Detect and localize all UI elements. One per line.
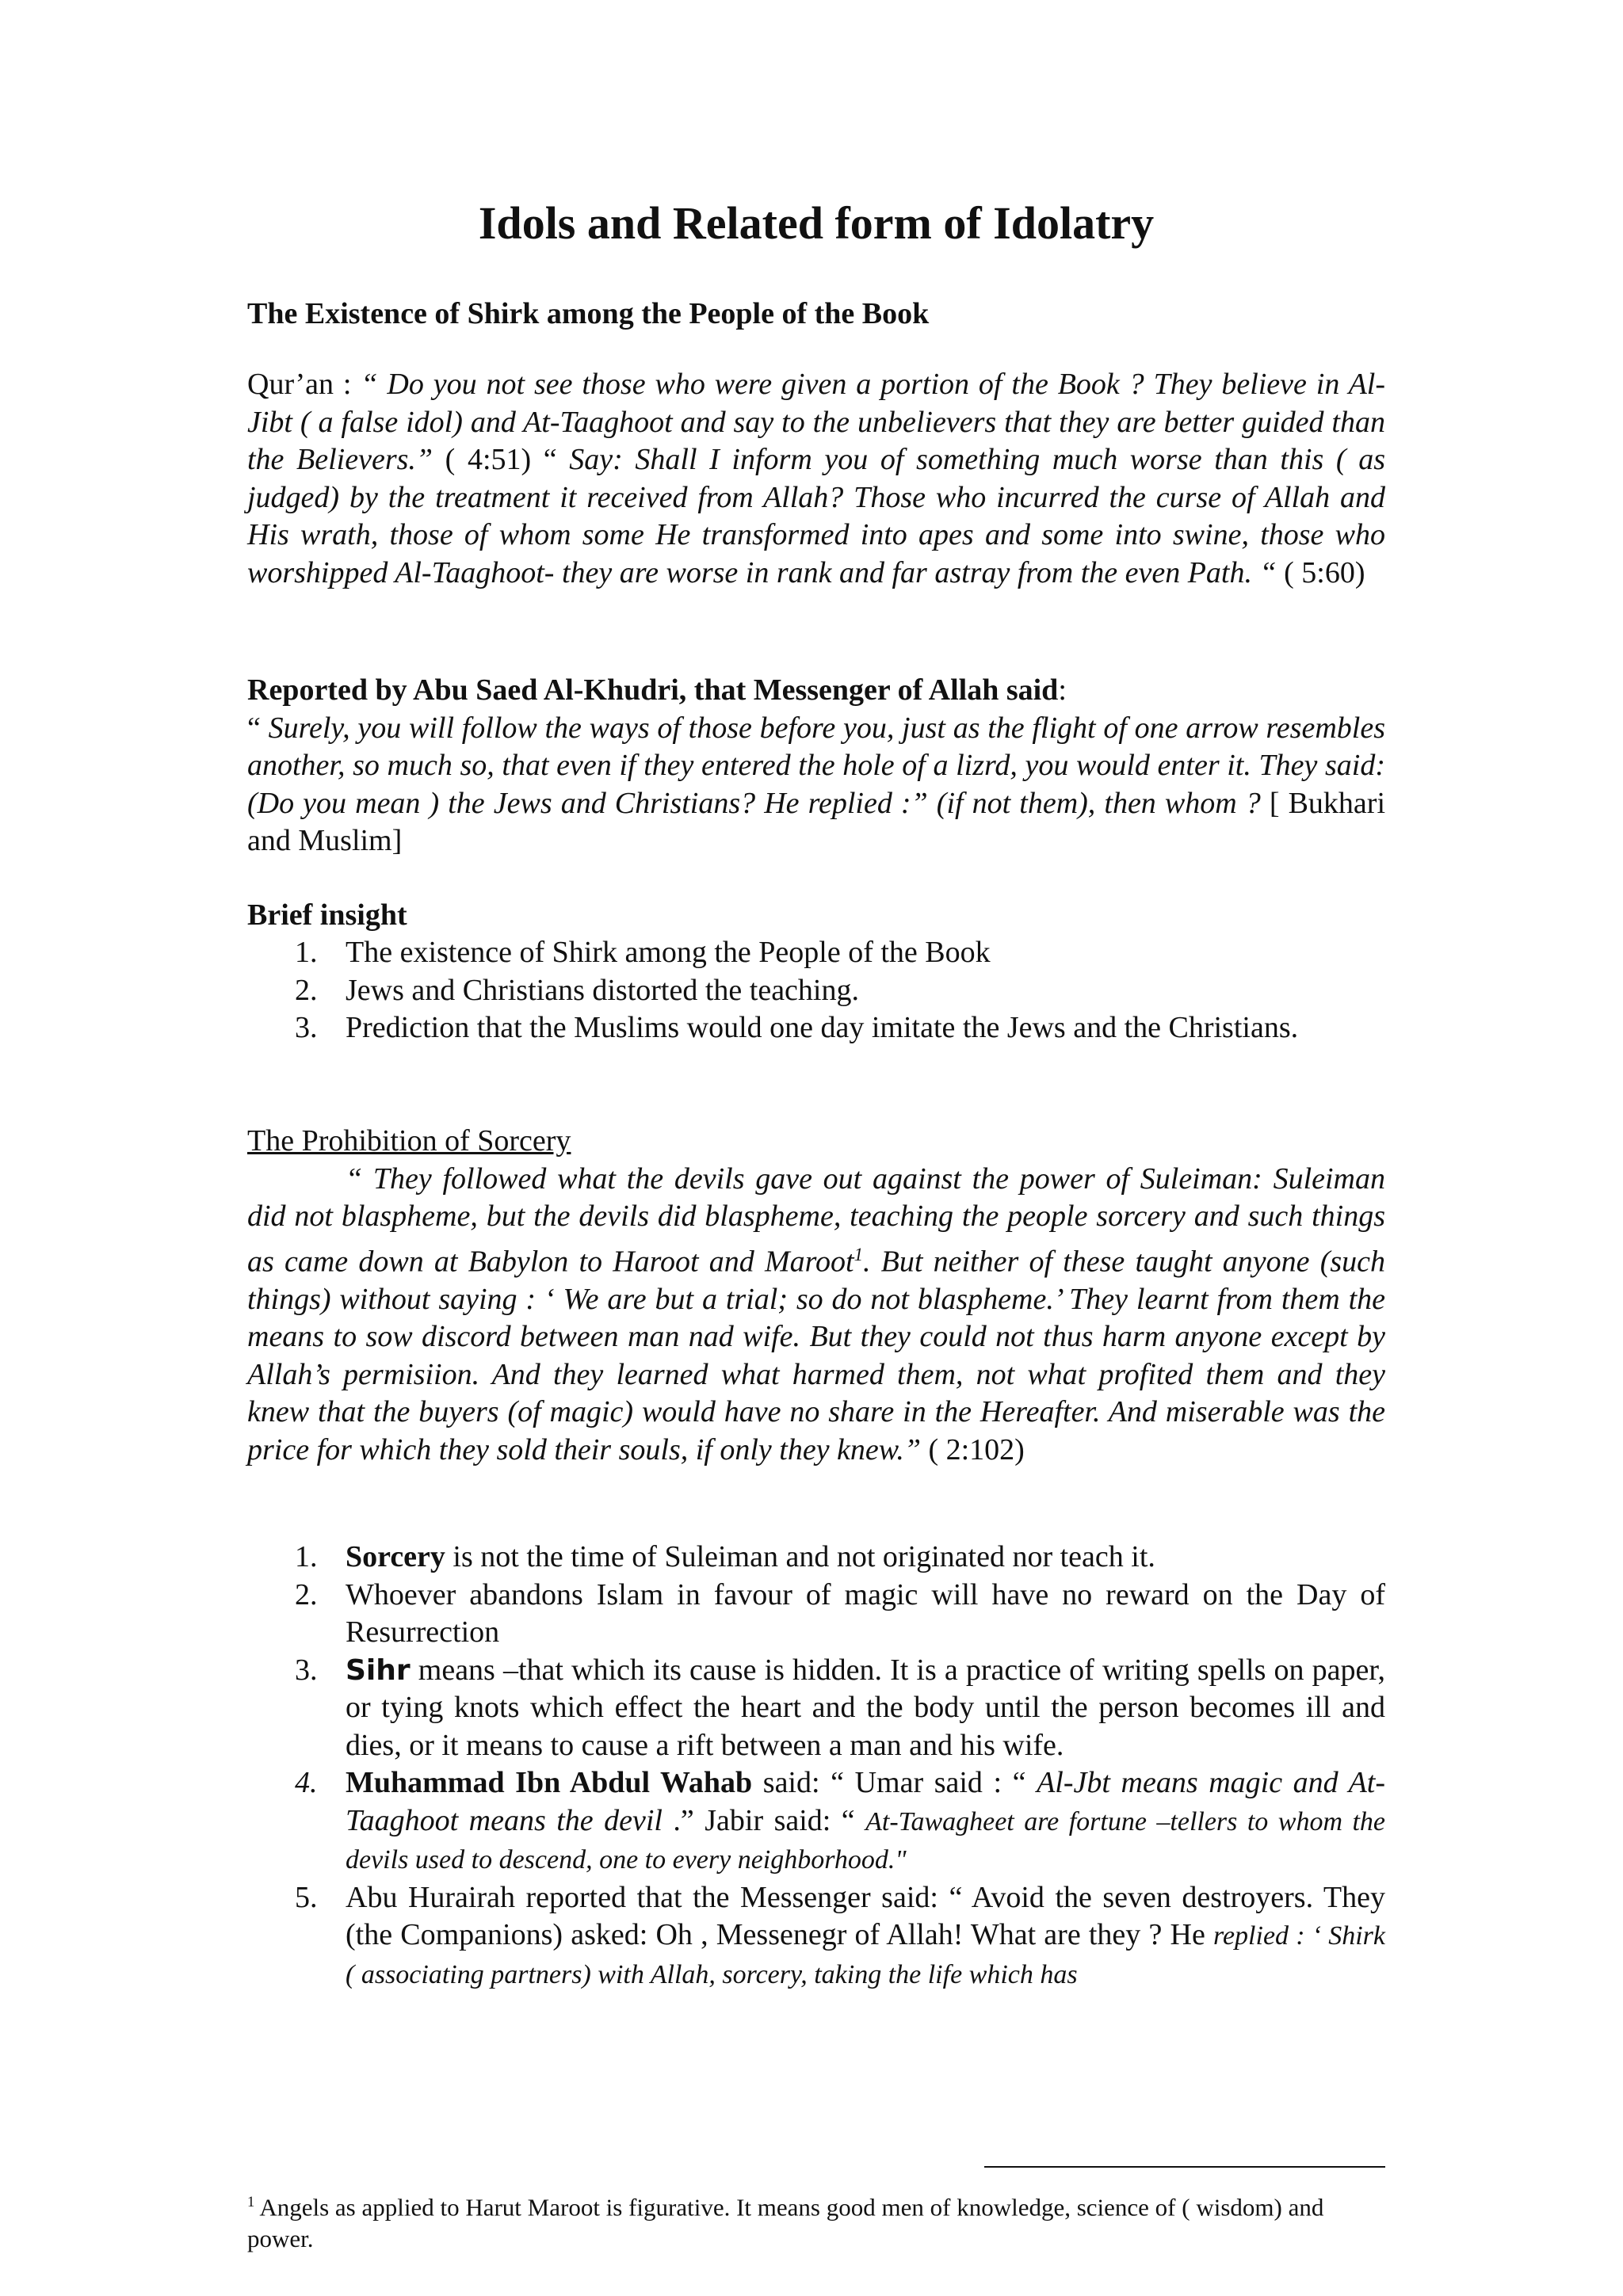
footnote-mark: 1 [854, 1244, 863, 1264]
list-item [247, 934, 1385, 972]
list-number: 5. [295, 1880, 318, 1914]
section-sorcery-points [247, 1539, 1385, 1993]
list-text: Abu Hurairah reported that the Messenger said: “ Avoid the seven destroyers. They (the Companions) asked: Oh , Messenegr of Allah! What are they ? He [346, 1880, 1385, 1951]
quote-part-a: “ They followed what the devils gave out against the power of Suleiman: Suleiman did not blaspheme, but the devils did blaspheme, teaching the people sorcery and such things as came down at Babylon to Haroot and Maroot [247, 1161, 1385, 1279]
list-number: 3. [295, 1653, 318, 1687]
sorcery-quote-paragraph [247, 1161, 1385, 1470]
list-item [247, 1879, 1385, 1994]
list-number: 3. [295, 1011, 318, 1044]
section-abu-saed-report [247, 672, 1385, 860]
list-number: 1. [295, 936, 318, 969]
bold-term: Muhammad Ibn Abdul Wahab [346, 1766, 753, 1799]
sorcery-points-list [247, 1539, 1385, 1993]
quote-part-b: . But neither of these taught anyone (such things) without saying : ‘ We are but a trial; so do not blaspheme.’ They learnt from them the means to sow discord between man nad wife. But they could not thus harm anyone except by Allah’s permisiion. And they learned what harmed them, not what profited them and they knew that the buyers (of magic) would have no share in the Hereafter. And miserable was the price for which they sold their souls, if only they knew.” [247, 1245, 1386, 1466]
section-prohibition-of-sorcery [247, 1123, 1385, 1469]
list-item [247, 1539, 1385, 1577]
list-text: The existence of Shirk among the People of the Book [346, 936, 991, 969]
section-brief-insight [247, 898, 1385, 1047]
list-item [247, 972, 1385, 1010]
quran-paragraph [247, 366, 1385, 592]
italic-quote: replied : ‘ Shirk ( associating partners) with Allah, sorcery, taking the life which has [346, 1921, 1385, 1989]
section-heading: The Existence of Shirk among the People of the Book [247, 297, 930, 330]
list-item [247, 1577, 1385, 1652]
bold-term: Sihr [346, 1653, 411, 1687]
list-item [247, 1764, 1385, 1879]
page-title: Idols and Related form of Idolatry [478, 197, 1155, 249]
list-text: means –that which its cause is hidden. It is a practice of writing spells on paper, or tying knots which effect the heart and the body until the person becomes ill and dies, or it means to cause a rift between a man and his wife. [346, 1653, 1385, 1762]
open-quote: “ [247, 711, 269, 745]
reference-5-60: ( 5:60) [1276, 555, 1365, 589]
bold-term: Sorcery [346, 1540, 445, 1573]
list-text: .” Jabir said: “ [662, 1803, 866, 1837]
list-number: 1. [295, 1540, 318, 1573]
lead-text: Qur’an : [247, 368, 361, 401]
quote-4-51: “ Do you not see those who were given a portion of the Book ? They believe in Al-Jibt ( a false idol) and At-Taaghoot and say to the unbelievers that they are better guided than the Believers.” [247, 368, 1385, 476]
hadith-reference: [ Bukhari and Muslim] [247, 786, 1386, 857]
italic-quote: Al-Jbt means magic and At-Taaghoot means the devil [346, 1766, 1385, 1837]
list-text: said: “ Umar said : “ [752, 1766, 1037, 1799]
report-paragraph [247, 672, 1385, 860]
footnote [247, 2187, 1385, 2255]
reference-2-102: ( 2:102) [920, 1432, 1025, 1466]
list-text: Prediction that the Muslims would one day imitate the Jews and the Christians. [346, 1011, 1299, 1044]
report-heading: Reported by Abu Saed Al-Khudri, that Messenger of Allah said [247, 673, 1059, 707]
section-shirk-people-of-book [247, 296, 1385, 592]
footnote-divider [984, 2166, 1385, 2168]
sorcery-heading: The Prohibition of Sorcery [247, 1124, 571, 1158]
reference-4-51: ( 4:51) “ [433, 443, 570, 476]
footnote-text: Angels as applied to Harut Maroot is figurative. It means good men of knowledge, science of ( wisdom) and power. [247, 2193, 1324, 2253]
list-text: Jews and Christians distorted the teaching. [346, 973, 859, 1007]
heading-colon: : [1058, 673, 1067, 707]
italic-quote: At-Tawagheet are fortune –tellers to whom the devils used to descend, one to every neighborhood." [346, 1806, 1385, 1875]
brief-insight-heading: Brief insight [247, 898, 407, 932]
list-item [247, 1652, 1385, 1765]
footnote-number: 1 [247, 2194, 255, 2210]
quote-5-60: Say: Shall I inform you of something much worse than this ( as judged) by the treatment it received from Allah? Those who incurred the curse of Allah and His wrath, those of whom some He transformed into apes and some into swine, those who worshipped Al-Taaghoot- they are worse in rank and far astray from the even Path. “ [247, 443, 1385, 589]
list-number: 2. [295, 1577, 318, 1611]
list-number: 4. [295, 1766, 318, 1799]
hadith-quote: Surely, you will follow the ways of those before you, just as the flight of one arrow resembles another, so much so, that even if they entered the hole of a lizrd, you would enter it. They said: (Do you mean ) the Jews and Christians? He replied :” (if not them), then whom ? [247, 711, 1385, 820]
list-text: Whoever abandons Islam in favour of magic will have no reward on the Day of Resurrection [346, 1577, 1385, 1649]
brief-insight-list [247, 934, 1385, 1047]
list-number: 2. [295, 973, 318, 1007]
list-text: is not the time of Suleiman and not originated nor teach it. [445, 1540, 1155, 1573]
list-item [247, 1009, 1385, 1047]
